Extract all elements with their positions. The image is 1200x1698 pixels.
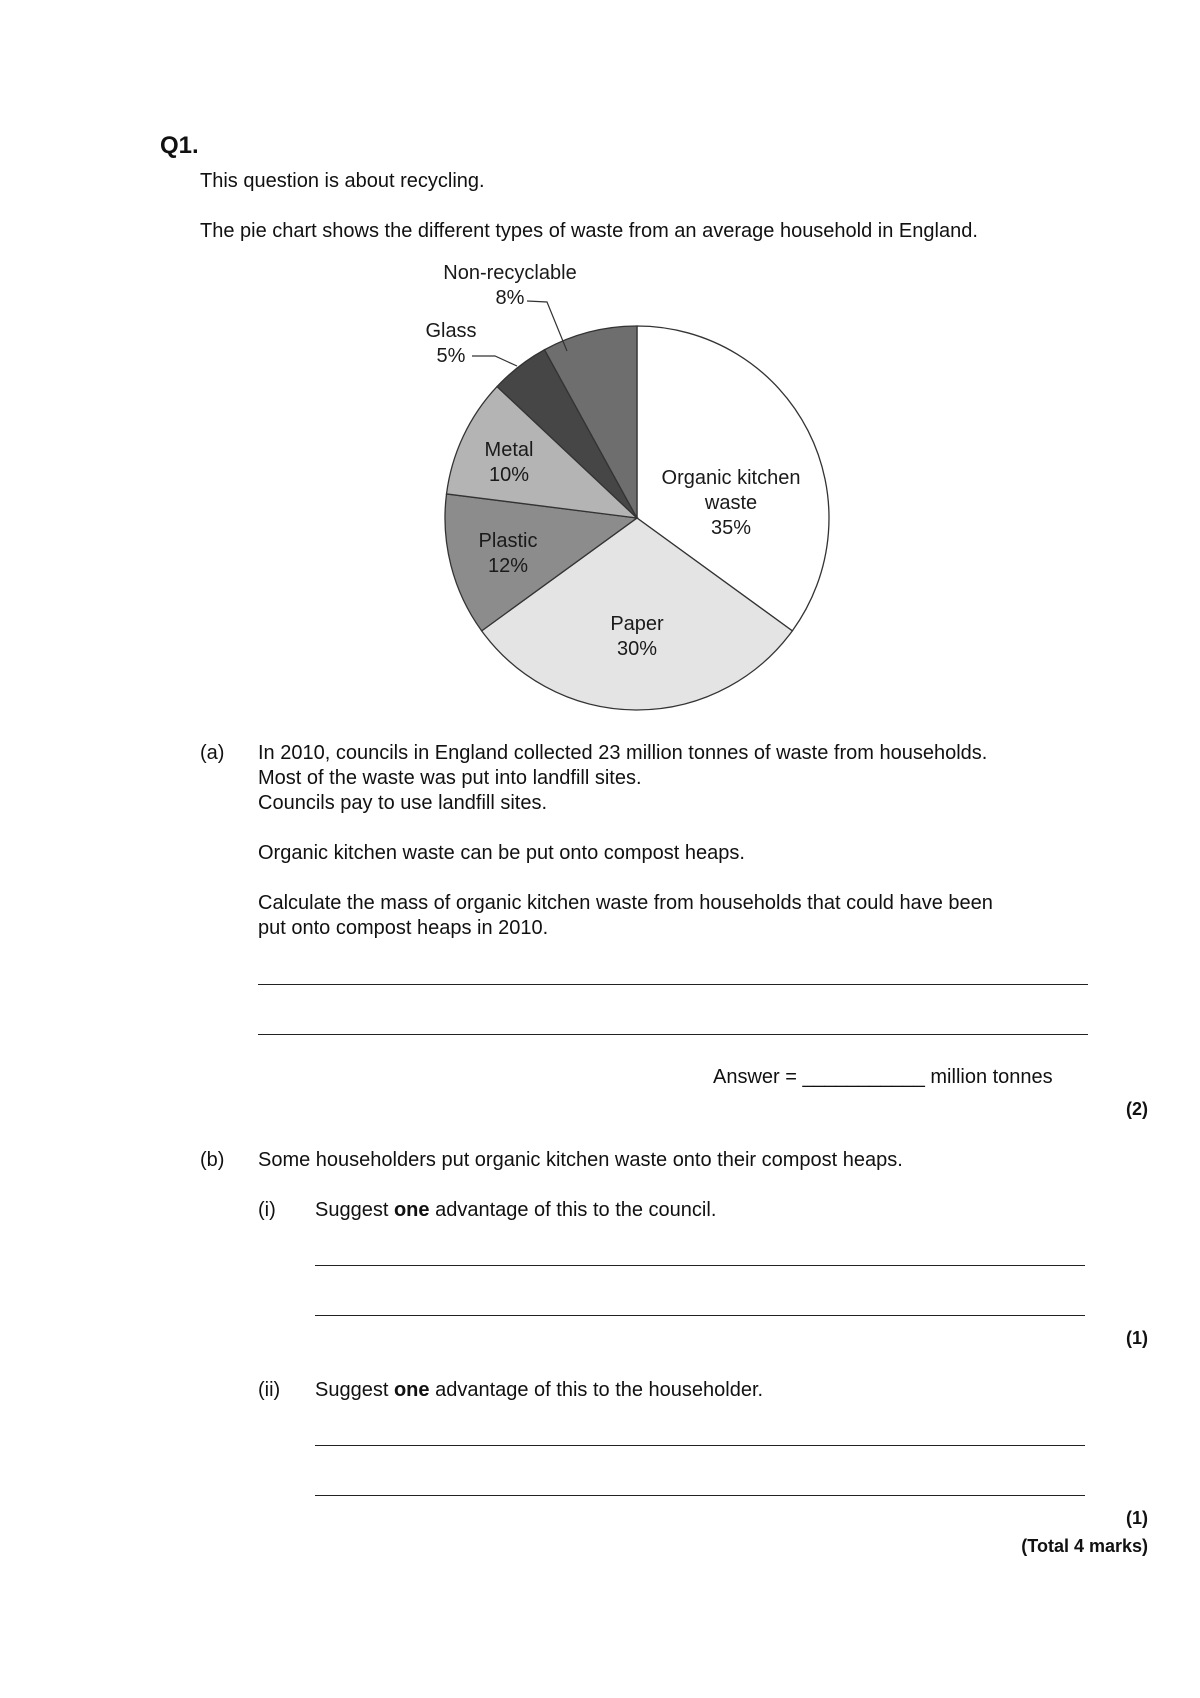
part-b-ii-bold: one — [393, 1379, 430, 1401]
part-b-label: (b) — [200, 1149, 225, 1171]
part-b-ii-pre: Suggest — [315, 1379, 394, 1401]
part-b-ii-text — [315, 1378, 763, 1402]
marks-a: (2) — [1126, 1099, 1148, 1119]
answer-label: Answer = ___________ million tonnes — [713, 1066, 1053, 1088]
part-a-line-2: Most of the waste was put into landfill sites. — [258, 767, 642, 789]
pie-label-paper: Paper 30% — [610, 613, 664, 660]
answer-line-b-ii-2[interactable] — [315, 1495, 1085, 1496]
answer-line-a-1[interactable] — [258, 984, 1088, 985]
chart-caption: The pie chart shows the different types of waste from an average household in England. — [200, 220, 978, 242]
part-b-i-pre: Suggest — [315, 1199, 394, 1221]
pie-label-non-recyclable: Non-recyclable 8% — [443, 262, 577, 309]
part-a-calc-1: Calculate the mass of organic kitchen waste from households that could have been — [258, 892, 993, 914]
pie-label-glass: Glass 5% — [425, 320, 477, 367]
pie-label-metal: Metal 10% — [484, 439, 534, 486]
answer-line-b-i-1[interactable] — [315, 1265, 1085, 1266]
part-b-ii-post: advantage of this to the householder. — [429, 1379, 764, 1401]
question-number: Q1. — [160, 132, 199, 159]
marks-b-i: (1) — [1126, 1328, 1148, 1348]
part-a-calc-2: put onto compost heaps in 2010. — [258, 917, 549, 939]
part-b-i-label: (i) — [258, 1199, 276, 1221]
answer-line-b-i-2[interactable] — [315, 1315, 1085, 1316]
pie-label-plastic: Plastic 12% — [478, 530, 538, 577]
part-b-i-bold: one — [393, 1199, 430, 1221]
leader-line-glass — [472, 356, 517, 366]
part-a-line-1: In 2010, councils in England collected 23 million tonnes of waste from households. — [258, 742, 988, 764]
intro-text: This question is about recycling. — [200, 170, 485, 192]
answer-line-b-ii-1[interactable] — [315, 1445, 1085, 1446]
total-marks: (Total 4 marks) — [1021, 1536, 1148, 1556]
marks-b-ii: (1) — [1126, 1508, 1148, 1528]
part-a-line-3: Councils pay to use landfill sites. — [258, 792, 548, 814]
answer-line-a-2[interactable] — [258, 1034, 1088, 1035]
pie-chart — [0, 0, 1200, 720]
part-b-ii-label: (ii) — [258, 1379, 281, 1401]
part-b-text: Some householders put organic kitchen waste onto their compost heaps. — [258, 1149, 903, 1171]
part-b-i-post: advantage of this to the council. — [429, 1199, 717, 1221]
part-a-compost: Organic kitchen waste can be put onto compost heaps. — [258, 842, 745, 864]
part-b-i-text — [315, 1198, 716, 1222]
pie-label-organic-kitchen-waste: Organic kitchen waste 35% — [661, 467, 801, 539]
part-a-label: (a) — [200, 742, 225, 764]
